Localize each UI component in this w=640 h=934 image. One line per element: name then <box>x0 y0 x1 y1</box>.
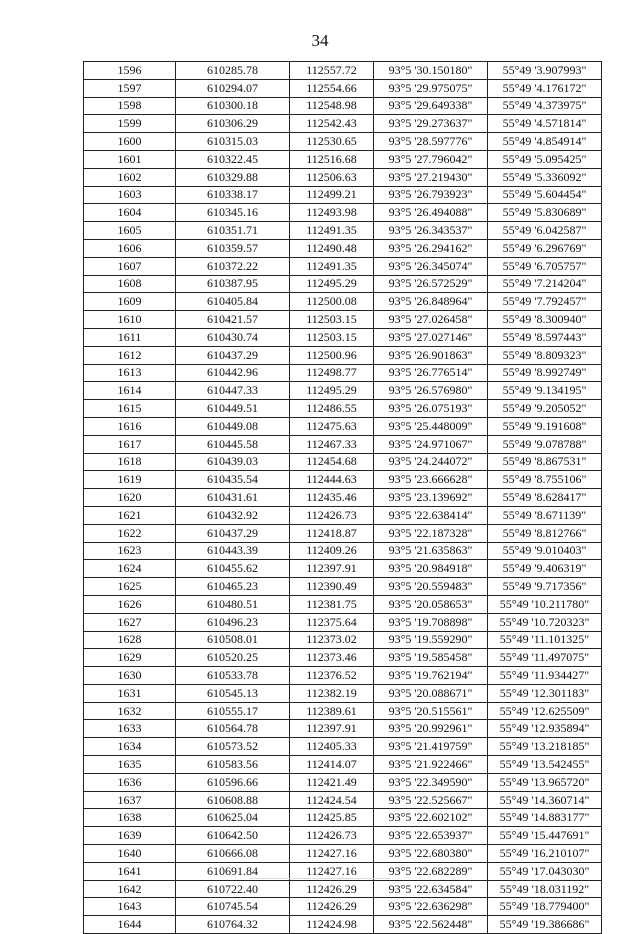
table-row <box>84 613 602 631</box>
y-coordinate-cell: 112405.33 <box>290 738 374 756</box>
y-coordinate-cell: 112516.68 <box>290 150 374 168</box>
x-coordinate-cell: 610722.40 <box>176 880 290 898</box>
x-coordinate-cell: 610496.23 <box>176 613 290 631</box>
point-number-cell: 1610 <box>84 311 176 329</box>
point-number-cell: 1598 <box>84 97 176 115</box>
latitude-cell: 55°49 '11.101325" <box>488 631 602 649</box>
point-number-cell: 1603 <box>84 186 176 204</box>
table-row <box>84 453 602 471</box>
table-row <box>84 542 602 560</box>
longitude-cell: 93°5 '27.026458" <box>374 311 488 329</box>
latitude-cell: 55°49 '9.191608" <box>488 417 602 435</box>
longitude-cell: 93°5 '26.576980" <box>374 382 488 400</box>
x-coordinate-cell: 610345.16 <box>176 204 290 222</box>
point-number-cell: 1608 <box>84 275 176 293</box>
table-row <box>84 204 602 222</box>
point-number-cell: 1634 <box>84 738 176 756</box>
y-coordinate-cell: 112421.49 <box>290 773 374 791</box>
table-row <box>84 400 602 418</box>
latitude-cell: 55°49 '4.176172" <box>488 79 602 97</box>
table-row <box>84 720 602 738</box>
latitude-cell: 55°49 '9.406319" <box>488 560 602 578</box>
x-coordinate-cell: 610564.78 <box>176 720 290 738</box>
longitude-cell: 93°5 '26.572529" <box>374 275 488 293</box>
latitude-cell: 55°49 '8.628417" <box>488 489 602 507</box>
longitude-cell: 93°5 '25.448009" <box>374 417 488 435</box>
longitude-cell: 93°5 '29.975075" <box>374 79 488 97</box>
latitude-cell: 55°49 '18.779400" <box>488 898 602 916</box>
x-coordinate-cell: 610300.18 <box>176 97 290 115</box>
x-coordinate-cell: 610430.74 <box>176 328 290 346</box>
y-coordinate-cell: 112373.02 <box>290 631 374 649</box>
longitude-cell: 93°5 '24.244072" <box>374 453 488 471</box>
longitude-cell: 93°5 '22.680380" <box>374 845 488 863</box>
point-number-cell: 1618 <box>84 453 176 471</box>
point-number-cell: 1609 <box>84 293 176 311</box>
y-coordinate-cell: 112426.73 <box>290 506 374 524</box>
point-number-cell: 1641 <box>84 862 176 880</box>
latitude-cell: 55°49 '9.717356" <box>488 578 602 596</box>
latitude-cell: 55°49 '13.542455" <box>488 756 602 774</box>
longitude-cell: 93°5 '19.762194" <box>374 667 488 685</box>
latitude-cell: 55°49 '4.373975" <box>488 97 602 115</box>
x-coordinate-cell: 610351.71 <box>176 222 290 240</box>
x-coordinate-cell: 610625.04 <box>176 809 290 827</box>
y-coordinate-cell: 112427.16 <box>290 862 374 880</box>
x-coordinate-cell: 610666.08 <box>176 845 290 863</box>
point-number-cell: 1599 <box>84 115 176 133</box>
point-number-cell: 1627 <box>84 613 176 631</box>
table-row <box>84 168 602 186</box>
y-coordinate-cell: 112397.91 <box>290 560 374 578</box>
table-row <box>84 150 602 168</box>
x-coordinate-cell: 610480.51 <box>176 595 290 613</box>
longitude-cell: 93°5 '22.653937" <box>374 827 488 845</box>
table-row <box>84 898 602 916</box>
latitude-cell: 55°49 '9.205052" <box>488 400 602 418</box>
latitude-cell: 55°49 '3.907993" <box>488 62 602 80</box>
point-number-cell: 1617 <box>84 435 176 453</box>
latitude-cell: 55°49 '9.134195" <box>488 382 602 400</box>
longitude-cell: 93°5 '26.901863" <box>374 346 488 364</box>
y-coordinate-cell: 112542.43 <box>290 115 374 133</box>
table-row <box>84 845 602 863</box>
point-number-cell: 1611 <box>84 328 176 346</box>
table-row <box>84 506 602 524</box>
table-row <box>84 346 602 364</box>
y-coordinate-cell: 112382.19 <box>290 684 374 702</box>
longitude-cell: 93°5 '21.419759" <box>374 738 488 756</box>
latitude-cell: 55°49 '12.935894" <box>488 720 602 738</box>
x-coordinate-cell: 610449.51 <box>176 400 290 418</box>
longitude-cell: 93°5 '26.345074" <box>374 257 488 275</box>
latitude-cell: 55°49 '8.867531" <box>488 453 602 471</box>
point-number-cell: 1626 <box>84 595 176 613</box>
latitude-cell: 55°49 '4.571814" <box>488 115 602 133</box>
table-row <box>84 791 602 809</box>
longitude-cell: 93°5 '20.984918" <box>374 560 488 578</box>
longitude-cell: 93°5 '19.585458" <box>374 649 488 667</box>
x-coordinate-cell: 610285.78 <box>176 62 290 80</box>
x-coordinate-cell: 610443.39 <box>176 542 290 560</box>
table-row <box>84 880 602 898</box>
point-number-cell: 1628 <box>84 631 176 649</box>
y-coordinate-cell: 112409.26 <box>290 542 374 560</box>
y-coordinate-cell: 112418.87 <box>290 524 374 542</box>
table-row <box>84 702 602 720</box>
point-number-cell: 1614 <box>84 382 176 400</box>
x-coordinate-cell: 610455.62 <box>176 560 290 578</box>
table-row <box>84 97 602 115</box>
y-coordinate-cell: 112530.65 <box>290 133 374 151</box>
table-row <box>84 595 602 613</box>
longitude-cell: 93°5 '23.139692" <box>374 489 488 507</box>
y-coordinate-cell: 112414.07 <box>290 756 374 774</box>
latitude-cell: 55°49 '5.604454" <box>488 186 602 204</box>
longitude-cell: 93°5 '20.088671" <box>374 684 488 702</box>
point-number-cell: 1637 <box>84 791 176 809</box>
table-row <box>84 417 602 435</box>
latitude-cell: 55°49 '6.042587" <box>488 222 602 240</box>
table-row <box>84 328 602 346</box>
latitude-cell: 55°49 '8.812766" <box>488 524 602 542</box>
x-coordinate-cell: 610520.25 <box>176 649 290 667</box>
point-number-cell: 1624 <box>84 560 176 578</box>
longitude-cell: 93°5 '26.294162" <box>374 239 488 257</box>
latitude-cell: 55°49 '5.830689" <box>488 204 602 222</box>
latitude-cell: 55°49 '8.755106" <box>488 471 602 489</box>
latitude-cell: 55°49 '5.095425" <box>488 150 602 168</box>
x-coordinate-cell: 610437.29 <box>176 346 290 364</box>
y-coordinate-cell: 112381.75 <box>290 595 374 613</box>
latitude-cell: 55°49 '11.497075" <box>488 649 602 667</box>
x-coordinate-cell: 610387.95 <box>176 275 290 293</box>
latitude-cell: 55°49 '6.296769" <box>488 239 602 257</box>
y-coordinate-cell: 112500.96 <box>290 346 374 364</box>
latitude-cell: 55°49 '7.792457" <box>488 293 602 311</box>
y-coordinate-cell: 112503.15 <box>290 311 374 329</box>
longitude-cell: 93°5 '20.992961" <box>374 720 488 738</box>
y-coordinate-cell: 112498.77 <box>290 364 374 382</box>
latitude-cell: 55°49 '12.625509" <box>488 702 602 720</box>
x-coordinate-cell: 610508.01 <box>176 631 290 649</box>
point-number-cell: 1635 <box>84 756 176 774</box>
longitude-cell: 93°5 '27.796042" <box>374 150 488 168</box>
longitude-cell: 93°5 '26.848964" <box>374 293 488 311</box>
x-coordinate-cell: 610437.29 <box>176 524 290 542</box>
y-coordinate-cell: 112486.55 <box>290 400 374 418</box>
latitude-cell: 55°49 '7.214204" <box>488 275 602 293</box>
point-number-cell: 1620 <box>84 489 176 507</box>
y-coordinate-cell: 112390.49 <box>290 578 374 596</box>
latitude-cell: 55°49 '8.597443" <box>488 328 602 346</box>
longitude-cell: 93°5 '26.776514" <box>374 364 488 382</box>
longitude-cell: 93°5 '21.635863" <box>374 542 488 560</box>
x-coordinate-cell: 610573.52 <box>176 738 290 756</box>
coordinates-table <box>83 61 602 934</box>
longitude-cell: 93°5 '20.559483" <box>374 578 488 596</box>
longitude-cell: 93°5 '24.971067" <box>374 435 488 453</box>
x-coordinate-cell: 610315.03 <box>176 133 290 151</box>
longitude-cell: 93°5 '20.515561" <box>374 702 488 720</box>
point-number-cell: 1632 <box>84 702 176 720</box>
x-coordinate-cell: 610338.17 <box>176 186 290 204</box>
table-row <box>84 809 602 827</box>
point-number-cell: 1619 <box>84 471 176 489</box>
latitude-cell: 55°49 '16.210107" <box>488 845 602 863</box>
point-number-cell: 1616 <box>84 417 176 435</box>
longitude-cell: 93°5 '22.349590" <box>374 773 488 791</box>
latitude-cell: 55°49 '19.386686" <box>488 916 602 934</box>
table-row <box>84 435 602 453</box>
latitude-cell: 55°49 '15.447691" <box>488 827 602 845</box>
table-row <box>84 257 602 275</box>
longitude-cell: 93°5 '29.273637" <box>374 115 488 133</box>
longitude-cell: 93°5 '20.058653" <box>374 595 488 613</box>
x-coordinate-cell: 610322.45 <box>176 150 290 168</box>
y-coordinate-cell: 112426.29 <box>290 880 374 898</box>
point-number-cell: 1625 <box>84 578 176 596</box>
table-row <box>84 364 602 382</box>
latitude-cell: 55°49 '8.300940" <box>488 311 602 329</box>
y-coordinate-cell: 112427.16 <box>290 845 374 863</box>
latitude-cell: 55°49 '6.705757" <box>488 257 602 275</box>
table-row <box>84 79 602 97</box>
y-coordinate-cell: 112548.98 <box>290 97 374 115</box>
y-coordinate-cell: 112493.98 <box>290 204 374 222</box>
x-coordinate-cell: 610439.03 <box>176 453 290 471</box>
table-row <box>84 275 602 293</box>
longitude-cell: 93°5 '26.343537" <box>374 222 488 240</box>
longitude-cell: 93°5 '22.187328" <box>374 524 488 542</box>
x-coordinate-cell: 610465.23 <box>176 578 290 596</box>
x-coordinate-cell: 610449.08 <box>176 417 290 435</box>
longitude-cell: 93°5 '19.559290" <box>374 631 488 649</box>
point-number-cell: 1640 <box>84 845 176 863</box>
x-coordinate-cell: 610372.22 <box>176 257 290 275</box>
longitude-cell: 93°5 '21.922466" <box>374 756 488 774</box>
point-number-cell: 1615 <box>84 400 176 418</box>
point-number-cell: 1622 <box>84 524 176 542</box>
longitude-cell: 93°5 '19.708898" <box>374 613 488 631</box>
y-coordinate-cell: 112389.61 <box>290 702 374 720</box>
table-row <box>84 311 602 329</box>
latitude-cell: 55°49 '10.211780" <box>488 595 602 613</box>
y-coordinate-cell: 112495.29 <box>290 382 374 400</box>
point-number-cell: 1623 <box>84 542 176 560</box>
y-coordinate-cell: 112506.63 <box>290 168 374 186</box>
table-row <box>84 916 602 934</box>
x-coordinate-cell: 610306.29 <box>176 115 290 133</box>
longitude-cell: 93°5 '22.562448" <box>374 916 488 934</box>
y-coordinate-cell: 112373.46 <box>290 649 374 667</box>
longitude-cell: 93°5 '26.075193" <box>374 400 488 418</box>
y-coordinate-cell: 112475.63 <box>290 417 374 435</box>
x-coordinate-cell: 610533.78 <box>176 667 290 685</box>
x-coordinate-cell: 610555.17 <box>176 702 290 720</box>
x-coordinate-cell: 610432.92 <box>176 506 290 524</box>
latitude-cell: 55°49 '12.301183" <box>488 684 602 702</box>
point-number-cell: 1607 <box>84 257 176 275</box>
table-row <box>84 773 602 791</box>
y-coordinate-cell: 112424.98 <box>290 916 374 934</box>
latitude-cell: 55°49 '10.720323" <box>488 613 602 631</box>
point-number-cell: 1639 <box>84 827 176 845</box>
table-row <box>84 62 602 80</box>
x-coordinate-cell: 610435.54 <box>176 471 290 489</box>
x-coordinate-cell: 610421.57 <box>176 311 290 329</box>
latitude-cell: 55°49 '14.883177" <box>488 809 602 827</box>
table-row <box>84 756 602 774</box>
latitude-cell: 55°49 '8.809323" <box>488 346 602 364</box>
x-coordinate-cell: 610431.61 <box>176 489 290 507</box>
point-number-cell: 1630 <box>84 667 176 685</box>
y-coordinate-cell: 112500.08 <box>290 293 374 311</box>
table-row <box>84 115 602 133</box>
latitude-cell: 55°49 '5.336092" <box>488 168 602 186</box>
table-row <box>84 827 602 845</box>
point-number-cell: 1602 <box>84 168 176 186</box>
table-row <box>84 489 602 507</box>
y-coordinate-cell: 112425.85 <box>290 809 374 827</box>
x-coordinate-cell: 610642.50 <box>176 827 290 845</box>
x-coordinate-cell: 610745.54 <box>176 898 290 916</box>
longitude-cell: 93°5 '22.602102" <box>374 809 488 827</box>
table-row <box>84 578 602 596</box>
y-coordinate-cell: 112426.73 <box>290 827 374 845</box>
latitude-cell: 55°49 '4.854914" <box>488 133 602 151</box>
y-coordinate-cell: 112467.33 <box>290 435 374 453</box>
coordinates-table-body <box>84 62 602 934</box>
longitude-cell: 93°5 '26.793923" <box>374 186 488 204</box>
y-coordinate-cell: 112491.35 <box>290 257 374 275</box>
point-number-cell: 1612 <box>84 346 176 364</box>
x-coordinate-cell: 610691.84 <box>176 862 290 880</box>
y-coordinate-cell: 112554.66 <box>290 79 374 97</box>
table-row <box>84 471 602 489</box>
longitude-cell: 93°5 '22.682289" <box>374 862 488 880</box>
y-coordinate-cell: 112495.29 <box>290 275 374 293</box>
latitude-cell: 55°49 '14.360714" <box>488 791 602 809</box>
point-number-cell: 1606 <box>84 239 176 257</box>
y-coordinate-cell: 112454.68 <box>290 453 374 471</box>
longitude-cell: 93°5 '30.150180" <box>374 62 488 80</box>
point-number-cell: 1644 <box>84 916 176 934</box>
x-coordinate-cell: 610545.13 <box>176 684 290 702</box>
point-number-cell: 1613 <box>84 364 176 382</box>
point-number-cell: 1631 <box>84 684 176 702</box>
page-number: 34 <box>311 31 329 50</box>
point-number-cell: 1633 <box>84 720 176 738</box>
y-coordinate-cell: 112490.48 <box>290 239 374 257</box>
y-coordinate-cell: 112491.35 <box>290 222 374 240</box>
table-row <box>84 738 602 756</box>
table-row <box>84 239 602 257</box>
table-row <box>84 560 602 578</box>
longitude-cell: 93°5 '27.219430" <box>374 168 488 186</box>
table-row <box>84 631 602 649</box>
point-number-cell: 1600 <box>84 133 176 151</box>
longitude-cell: 93°5 '22.525667" <box>374 791 488 809</box>
latitude-cell: 55°49 '11.934427" <box>488 667 602 685</box>
latitude-cell: 55°49 '18.031192" <box>488 880 602 898</box>
y-coordinate-cell: 112435.46 <box>290 489 374 507</box>
latitude-cell: 55°49 '9.010403" <box>488 542 602 560</box>
y-coordinate-cell: 112444.63 <box>290 471 374 489</box>
y-coordinate-cell: 112424.54 <box>290 791 374 809</box>
longitude-cell: 93°5 '29.649338" <box>374 97 488 115</box>
longitude-cell: 93°5 '22.636298" <box>374 898 488 916</box>
point-number-cell: 1638 <box>84 809 176 827</box>
point-number-cell: 1621 <box>84 506 176 524</box>
point-number-cell: 1643 <box>84 898 176 916</box>
x-coordinate-cell: 610447.33 <box>176 382 290 400</box>
x-coordinate-cell: 610445.58 <box>176 435 290 453</box>
point-number-cell: 1596 <box>84 62 176 80</box>
table-row <box>84 667 602 685</box>
longitude-cell: 93°5 '26.494088" <box>374 204 488 222</box>
y-coordinate-cell: 112503.15 <box>290 328 374 346</box>
latitude-cell: 55°49 '8.992749" <box>488 364 602 382</box>
point-number-cell: 1604 <box>84 204 176 222</box>
x-coordinate-cell: 610608.88 <box>176 791 290 809</box>
longitude-cell: 93°5 '22.634584" <box>374 880 488 898</box>
table-row <box>84 186 602 204</box>
table-row <box>84 649 602 667</box>
x-coordinate-cell: 610405.84 <box>176 293 290 311</box>
x-coordinate-cell: 610442.96 <box>176 364 290 382</box>
table-row <box>84 133 602 151</box>
latitude-cell: 55°49 '13.965720" <box>488 773 602 791</box>
latitude-cell: 55°49 '9.078788" <box>488 435 602 453</box>
table-row <box>84 684 602 702</box>
x-coordinate-cell: 610294.07 <box>176 79 290 97</box>
point-number-cell: 1629 <box>84 649 176 667</box>
point-number-cell: 1605 <box>84 222 176 240</box>
y-coordinate-cell: 112376.52 <box>290 667 374 685</box>
table-row <box>84 524 602 542</box>
point-number-cell: 1642 <box>84 880 176 898</box>
x-coordinate-cell: 610359.57 <box>176 239 290 257</box>
y-coordinate-cell: 112557.72 <box>290 62 374 80</box>
y-coordinate-cell: 112375.64 <box>290 613 374 631</box>
longitude-cell: 93°5 '27.027146" <box>374 328 488 346</box>
x-coordinate-cell: 610596.66 <box>176 773 290 791</box>
point-number-cell: 1601 <box>84 150 176 168</box>
longitude-cell: 93°5 '22.638414" <box>374 506 488 524</box>
table-row <box>84 382 602 400</box>
longitude-cell: 93°5 '28.597776" <box>374 133 488 151</box>
point-number-cell: 1597 <box>84 79 176 97</box>
latitude-cell: 55°49 '17.043030" <box>488 862 602 880</box>
y-coordinate-cell: 112499.21 <box>290 186 374 204</box>
x-coordinate-cell: 610764.32 <box>176 916 290 934</box>
latitude-cell: 55°49 '8.671139" <box>488 506 602 524</box>
x-coordinate-cell: 610583.56 <box>176 756 290 774</box>
table-row <box>84 293 602 311</box>
table-row <box>84 222 602 240</box>
x-coordinate-cell: 610329.88 <box>176 168 290 186</box>
y-coordinate-cell: 112426.29 <box>290 898 374 916</box>
point-number-cell: 1636 <box>84 773 176 791</box>
latitude-cell: 55°49 '13.218185" <box>488 738 602 756</box>
page-footer-rule <box>250 878 390 879</box>
y-coordinate-cell: 112397.91 <box>290 720 374 738</box>
longitude-cell: 93°5 '23.666628" <box>374 471 488 489</box>
